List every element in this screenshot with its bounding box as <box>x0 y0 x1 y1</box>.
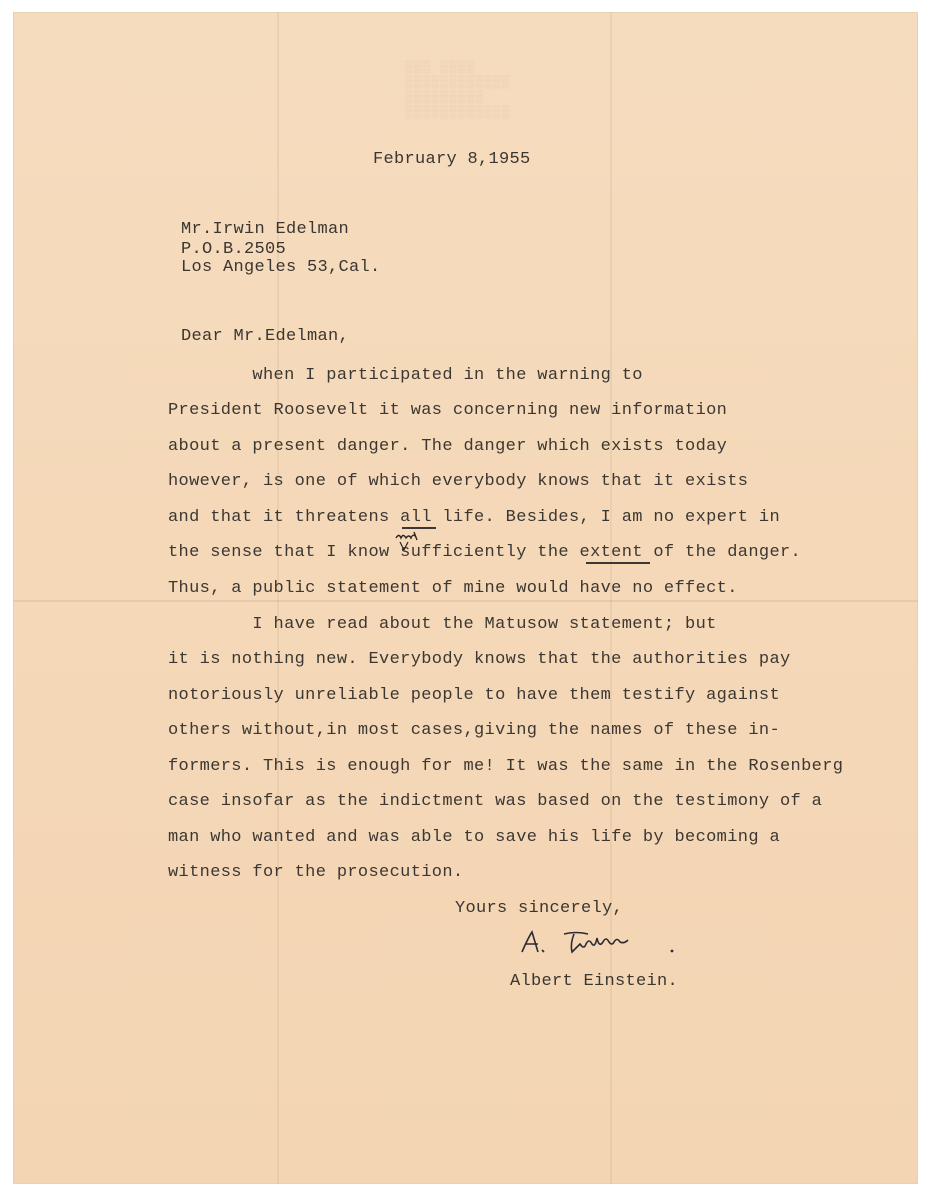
underline-extent <box>586 562 650 564</box>
body-line: it is nothing new. Everybody knows that the authorities pay <box>168 650 791 669</box>
salutation: Dear Mr.Edelman, <box>181 327 350 346</box>
handwritten-signature <box>516 924 686 958</box>
recipient-city: Los Angeles 53,Cal. <box>181 258 381 277</box>
body-line: case insofar as the indictment was based on the testimony of a <box>168 792 823 811</box>
recipient-name: Mr.Irwin Edelman <box>181 220 350 239</box>
closing: Yours sincerely, <box>455 899 624 918</box>
handwritten-insertion-not <box>394 528 424 552</box>
body-line: formers. This is enough for me! It was the same in the Rosenberg <box>168 757 844 776</box>
body-line: however, is one of which everybody knows that it exists <box>168 472 749 491</box>
paper-fold-vertical-left <box>277 12 279 1184</box>
body-line: and that it threatens all life. Besides, I am no expert in <box>168 508 780 527</box>
recipient-pobox: P.O.B.2505 <box>181 240 287 259</box>
body-line: witness for the prosecution. <box>168 863 464 882</box>
paper-fold-horizontal <box>13 600 918 602</box>
body-line: notoriously unreliable people to have them testify against <box>168 686 780 705</box>
body-line: the sense that I know sufficiently the extent of the danger. <box>168 543 802 562</box>
letter-paper <box>13 12 918 1184</box>
body-line: Thus, a public statement of mine would have no effect. <box>168 579 738 598</box>
faint-letterhead-bleedthrough: ▒▒▒ ▒▒▒▒ ▒▒▒▒▒▒▒▒▒▒▒▒ ▒▒▒▒▒▒▒▒▒ ▒▒▒▒▒▒▒▒▒▒▒▒ <box>405 60 511 120</box>
body-line: I have read about the Matusow statement; but <box>168 615 717 634</box>
signer-name: Albert Einstein. <box>510 972 679 991</box>
body-line: when I participated in the warning to <box>168 366 643 385</box>
letter-date: February 8,1955 <box>373 150 531 169</box>
body-line: others without,in most cases,giving the names of these in- <box>168 721 780 740</box>
body-line: man who wanted and was able to save his life by becoming a <box>168 828 780 847</box>
body-line: about a present danger. The danger which exists today <box>168 437 728 456</box>
body-line: President Roosevelt it was concerning new information <box>168 401 728 420</box>
paper-fold-vertical-right <box>610 12 612 1184</box>
